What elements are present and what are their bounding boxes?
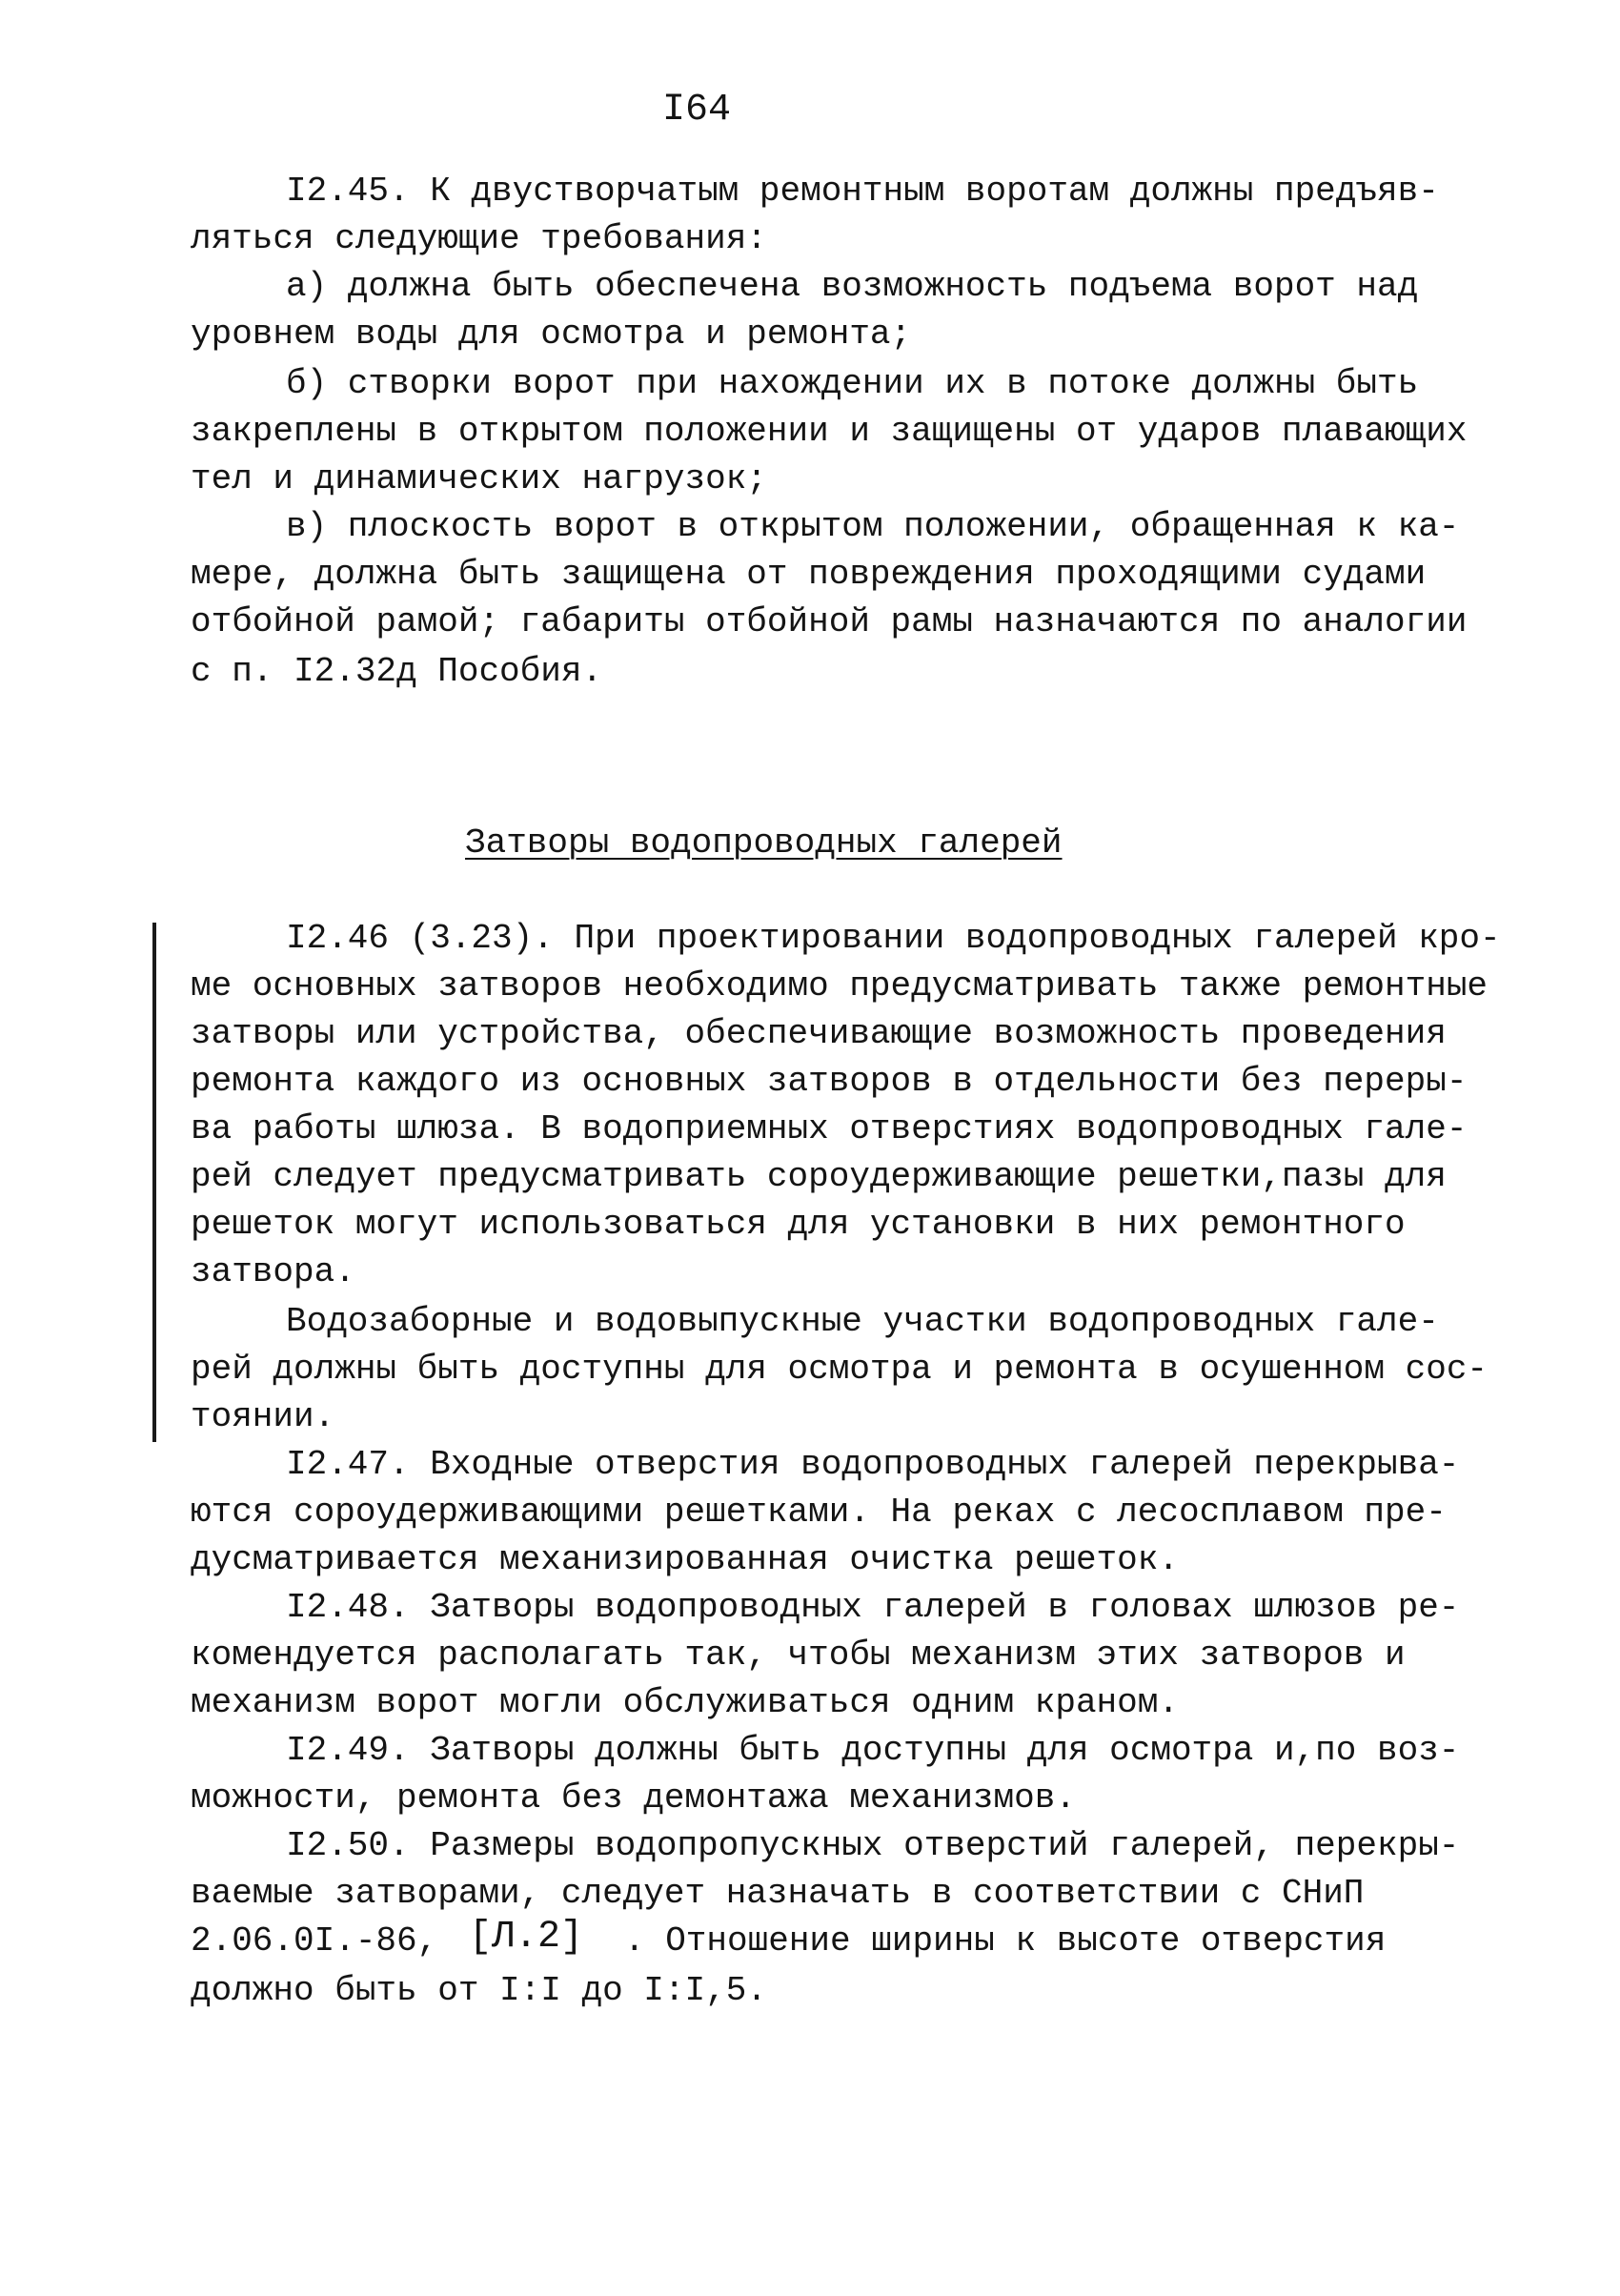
paragraph-12-50-line-3b: . Отношение ширины к высоте отверстия: [624, 1921, 1387, 1961]
item-c-line-1: в) плоскость ворот в открытом положении, обращенная к ка-: [286, 507, 1460, 546]
paragraph-12-50-line-4: должно быть от I:I до I:I,5.: [191, 1971, 767, 2010]
paragraph-12-46-line-7: решеток могут использоваться для установки в них ремонтного: [191, 1205, 1406, 1244]
page-number: I64: [662, 89, 732, 132]
item-a-line-2: уровнем воды для осмотра и ремонта;: [191, 315, 912, 354]
paragraph-12-46-line-4: ремонта каждого из основных затворов в отдельности без переры-: [191, 1062, 1468, 1101]
paragraph-12-46-line-3: затворы или устройства, обеспечивающие возможность проведения: [191, 1014, 1447, 1053]
paragraph-12-47-line-3: дусматривается механизированная очистка решеток.: [191, 1540, 1179, 1579]
paragraph-12-48-line-1: I2.48. Затворы водопроводных галерей в головах шлюзов ре-: [286, 1588, 1460, 1627]
margin-revision-bar: [152, 923, 156, 1442]
paragraph-12-48-line-2: комендуется располагать так, чтобы механизм этих затворов и: [191, 1636, 1406, 1675]
paragraph-12-50-line-2: ваемые затворами, следует назначать в соответствии с СНиП: [191, 1874, 1365, 1913]
paragraph-12-50-line-1: I2.50. Размеры водопропускных отверстий галерей, перекры-: [286, 1826, 1460, 1865]
paragraph-vodozabor-line-2: рей должны быть доступны для осмотра и ремонта в осушенном сос-: [191, 1350, 1488, 1389]
paragraph-12-45-line-2: ляться следующие требования:: [191, 219, 767, 258]
paragraph-12-46-line-5: ва работы шлюза. В водоприемных отверстиях водопроводных гале-: [191, 1109, 1468, 1148]
section-heading: Затворы водопроводных галерей: [465, 823, 1063, 863]
paragraph-12-50-line-3a: 2.06.0I.-86,: [191, 1921, 438, 1961]
item-b-line-2: закреплены в открытом положении и защищены от ударов плавающих: [191, 412, 1468, 451]
paragraph-12-47-line-2: ются сороудерживающими решетками. На реках с лесосплавом пре-: [191, 1493, 1447, 1532]
paragraph-12-45-line-1: I2.45. К двустворчатым ремонтным воротам должны предъяв-: [286, 172, 1439, 211]
paragraph-vodozabor-line-1: Водозаборные и водовыпускные участки водопроводных гале-: [286, 1302, 1439, 1341]
reference-bracket: [Л.2]: [469, 1916, 584, 1959]
item-b-line-3: тел и динамических нагрузок;: [191, 459, 767, 498]
item-a-line-1: а) должна быть обеспечена возможность подъема ворот над: [286, 267, 1419, 306]
paragraph-12-49-line-1: I2.49. Затворы должны быть доступны для осмотра и,по воз-: [286, 1731, 1460, 1770]
paragraph-12-46-line-6: рей следует предусматривать сороудерживающие решетки,пазы для: [191, 1157, 1447, 1196]
item-c-line-3: отбойной рамой; габариты отбойной рамы назначаются по аналогии: [191, 602, 1468, 641]
paragraph-vodozabor-line-3: тоянии.: [191, 1397, 335, 1436]
item-c-line-4: с п. I2.32д Пособия.: [191, 652, 603, 691]
paragraph-12-46-line-1: I2.46 (3.23). При проектировании водопроводных галерей кро-: [286, 919, 1501, 958]
paragraph-12-48-line-3: механизм ворот могли обслуживаться одним краном.: [191, 1683, 1179, 1722]
paragraph-12-46-line-8: затвора.: [191, 1252, 355, 1291]
paragraph-12-47-line-1: I2.47. Входные отверстия водопроводных галерей перекрыва-: [286, 1445, 1460, 1484]
paragraph-12-49-line-2: можности, ремонта без демонтажа механизмов.: [191, 1778, 1076, 1818]
item-b-line-1: б) створки ворот при нахождении их в потоке должны быть: [286, 364, 1419, 403]
paragraph-12-46-line-2: ме основных затворов необходимо предусматривать также ремонтные: [191, 966, 1488, 1006]
item-c-line-2: мере, должна быть защищена от повреждения проходящими судами: [191, 555, 1427, 594]
